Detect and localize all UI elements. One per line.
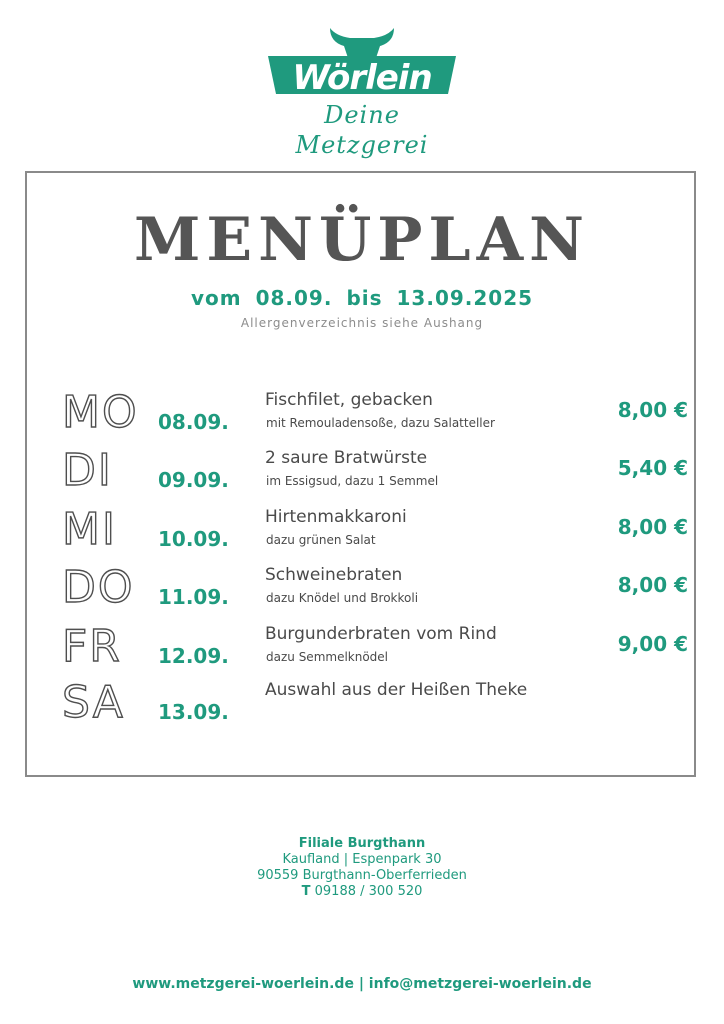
menu-date: 09.09.	[158, 468, 229, 492]
menu-date: 13.09.	[158, 700, 229, 724]
dish-side: im Essigsud, dazu 1 Semmel	[266, 474, 439, 488]
weekday-label: DO	[62, 562, 135, 613]
store-phone	[0, 884, 724, 900]
dish-name: Hirtenmakkaroni	[265, 507, 407, 527]
store-name: Filiale Burgthann	[298, 836, 426, 851]
menu-date: 10.09.	[158, 527, 229, 551]
weekday-label: SA	[62, 677, 125, 728]
dish-price: 8,00 €	[617, 573, 688, 597]
range-to-date: 13.09.2025	[396, 286, 534, 310]
menu-row	[0, 678, 724, 736]
weekday-label: MO	[62, 387, 139, 438]
dish-side: dazu grünen Salat	[266, 533, 376, 547]
menu-date: 12.09.	[158, 644, 229, 668]
logo-wordmark: Wörlein	[292, 58, 432, 98]
phone-label: T	[301, 884, 311, 899]
dish-price: 9,00 €	[617, 632, 688, 656]
weekday-label: MI	[62, 504, 117, 555]
dish-name: Schweinebraten	[265, 565, 403, 585]
dish-price: 8,00 €	[617, 398, 688, 422]
dish-name: Fischfilet, gebacken	[265, 390, 433, 410]
dish-name: 2 saure Bratwürste	[265, 448, 428, 468]
footer-contact[interactable]: www.metzgerei-woerlein.de | info@metzgerei-woerlein.de	[132, 976, 592, 992]
menu-date: 08.09.	[158, 410, 229, 434]
menu-row	[0, 505, 724, 563]
allergen-note: Allergenverzeichnis siehe Aushang	[240, 316, 484, 330]
range-from-date: 08.09.	[255, 286, 333, 310]
brand-logo	[262, 22, 462, 159]
menu-row	[0, 388, 724, 446]
dish-side: dazu Knödel und Brokkoli	[266, 591, 419, 605]
logo-tagline: Deine Metzgerei	[295, 101, 429, 159]
dish-side: mit Remouladensoße, dazu Salatteller	[266, 416, 495, 430]
dish-price: 5,40 €	[617, 456, 688, 480]
store-address-line2: 90559 Burgthann-Oberferrieden	[257, 868, 467, 883]
menu-row	[0, 446, 724, 504]
menu-row	[0, 622, 724, 680]
menu-date: 11.09.	[158, 585, 229, 609]
menu-title: MENÜPLAN	[133, 205, 591, 275]
dish-name: Auswahl aus der Heißen Theke	[265, 680, 528, 700]
range-to-label: bis	[346, 286, 383, 310]
date-range	[0, 284, 724, 312]
store-address-line1: Kaufland | Espenpark 30	[282, 852, 442, 867]
range-from-label: vom	[190, 286, 242, 310]
store-info	[0, 836, 724, 900]
dish-price: 8,00 €	[617, 515, 688, 539]
phone-number: 09188 / 300 520	[314, 884, 423, 899]
dish-side: dazu Semmelknödel	[266, 650, 389, 664]
menu-row	[0, 563, 724, 621]
dish-name: Burgunderbraten vom Rind	[265, 624, 497, 644]
weekday-label: FR	[62, 621, 122, 672]
weekday-label: DI	[62, 445, 113, 496]
